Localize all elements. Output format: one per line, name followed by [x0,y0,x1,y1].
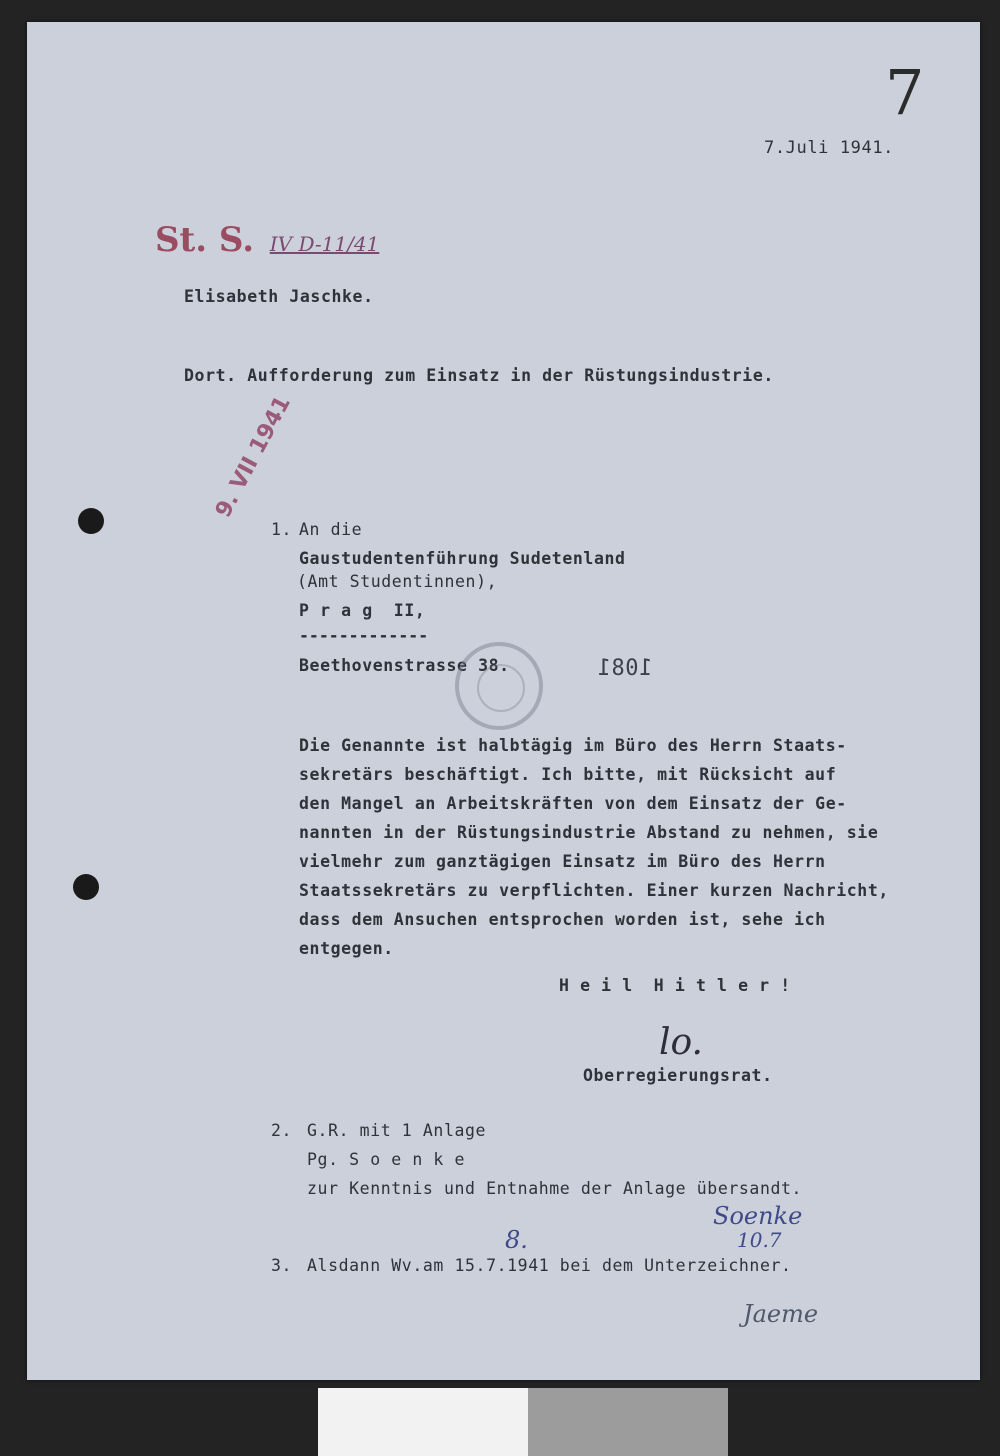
addressee-line: P r a g II, [299,601,426,620]
address-divider: ------------- [299,626,429,645]
letter-date: 7.Juli 1941. [764,138,895,158]
punch-hole-bottom [73,874,99,900]
item2-line: zur Kenntnis und Entnahme der Anlage übersandt. [307,1179,803,1198]
file-reference-prefix: St. S. [155,220,255,260]
registry-stamp-number: 1081 [597,656,653,681]
item3-text: Alsdann Wv.am 15.7.1941 bei dem Unterzeichner. [307,1256,792,1275]
body-line: Die Genannte ist halbtägig im Büro des Herrn Staats- [299,736,847,755]
bottom-signature: Jaeme [743,1300,819,1328]
punch-hole-top [78,508,104,534]
file-reference [155,220,379,260]
body-line: den Mangel an Arbeitskräften von dem Einsatz der Ge- [299,794,847,813]
official-seal [455,642,543,730]
addressee-line: Gaustudentenführung Sudetenland [299,549,626,568]
body-line: dass dem Ansuchen entsprochen worden ist, sehe ich [299,910,826,929]
body-line: entgegen. [299,939,394,958]
addressee-line: (Amt Studentinnen), [297,572,498,591]
item2-number: 2. [271,1121,293,1140]
subject-line: Dort. Aufforderung zum Einsatz in der Rüstungsindustrie. [184,366,774,385]
item2-line: G.R. mit 1 Anlage [307,1121,487,1140]
file-reference-number: IV D-11/41 [269,232,380,256]
closing-salutation: H e i l H i t l e r ! [559,976,791,995]
addressee-street: Beethovenstrasse 38. [299,656,510,675]
item1-number: 1. [271,520,293,539]
body-line: Staatssekretärs zu verpflichten. Einer kurzen Nachricht, [299,881,889,900]
item3-number: 3. [271,1256,293,1275]
document-page [27,22,980,1380]
scan-strip-white [318,1388,528,1456]
scan-strip-gray [528,1388,728,1456]
letter-body [299,736,889,968]
item2-line: Pg. S o e n k e [307,1150,466,1169]
received-date-stamp: 9. VII 1941 [211,392,296,522]
signature-mark: lo. [659,1022,703,1063]
body-line: nannten in der Rüstungsindustrie Abstand zu nehmen, sie [299,823,879,842]
page-number: 7 [885,56,925,129]
body-line: sekretärs beschäftigt. Ich bitte, mit Rücksicht auf [299,765,837,784]
initials-date-handwritten: 10.7 [737,1228,782,1252]
item1-salutation: An die [299,520,363,539]
initials-handwritten: Soenke [713,1202,803,1230]
body-line: vielmehr zum ganztägigen Einsatz im Büro des Herrn [299,852,826,871]
signer-title: Oberregierungsrat. [583,1066,773,1085]
subject-name: Elisabeth Jaschke. [184,287,374,306]
date-correction-handwritten: 8. [505,1226,528,1254]
